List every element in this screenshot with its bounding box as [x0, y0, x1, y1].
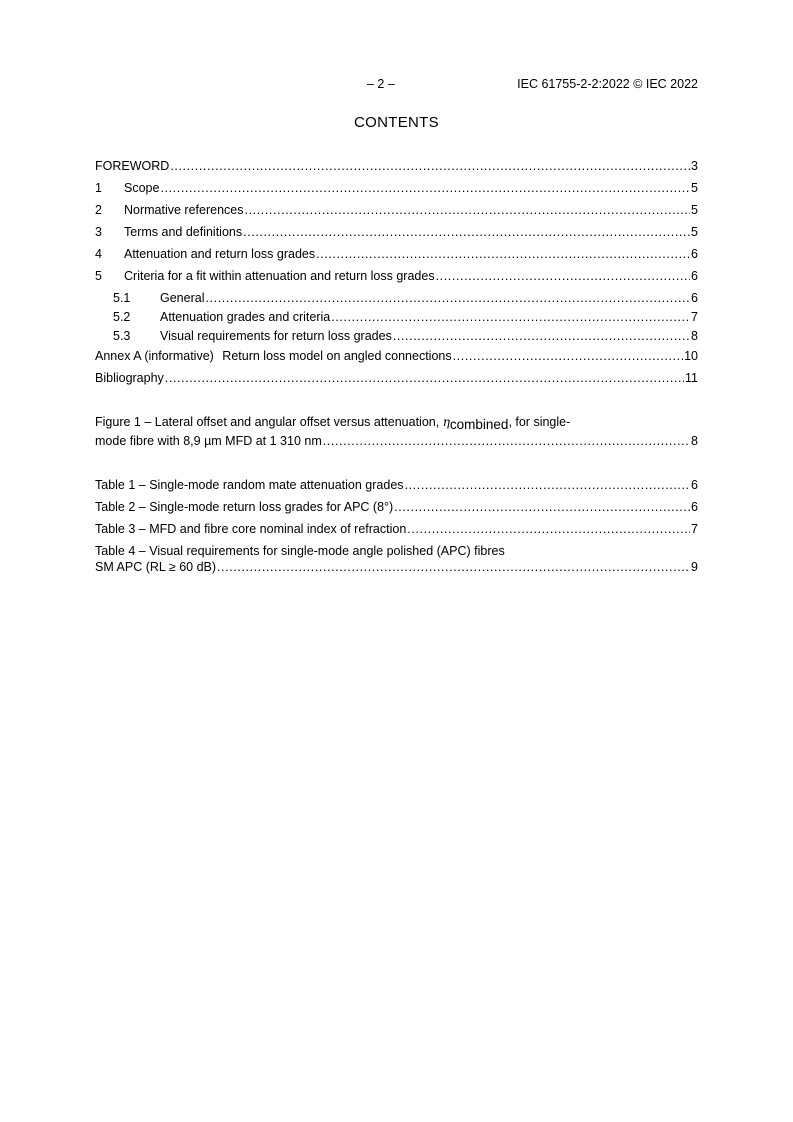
figure-caption-suffix: , for single-: [508, 415, 571, 429]
table-entry-1[interactable]: [95, 477, 698, 493]
toc-entry-attenuation-return-loss-grades[interactable]: [95, 246, 698, 262]
figure-caption-continuation: mode fibre with 8,9 µm MFD at 1 310 nm: [95, 434, 322, 448]
toc-entry-label: FOREWORD: [95, 159, 170, 173]
annex-designation: Annex A (informative): [95, 349, 214, 363]
leader-dots: [436, 268, 690, 284]
toc-entry-label: Normative references: [124, 203, 244, 217]
toc-entry-page: 5: [691, 203, 698, 217]
toc-entry-page: 3: [691, 159, 698, 173]
table-entry-page: 7: [691, 522, 698, 536]
annex-title: Return loss model on angled connections: [222, 349, 452, 363]
leader-dots: [205, 290, 690, 306]
leader-dots: [331, 309, 690, 325]
toc-entry-page: 5: [691, 225, 698, 239]
page-header: [95, 76, 698, 92]
toc-entry-number: 5.3: [113, 329, 131, 343]
leader-dots: [405, 477, 691, 493]
table-entry-4-line-2[interactable]: [95, 559, 698, 575]
leader-dots: [170, 158, 690, 174]
leader-dots: [243, 224, 690, 240]
table-entry-page: 6: [691, 478, 698, 492]
toc-entry-number: 2: [95, 203, 102, 217]
leader-dots: [407, 521, 690, 537]
toc-entry-page: 8: [691, 329, 698, 343]
toc-entry-label: Bibliography: [95, 371, 164, 385]
leader-dots: [316, 246, 690, 262]
toc-entry-number: 5: [95, 269, 102, 283]
toc-entry-page: 7: [691, 310, 698, 324]
eta-symbol: η: [442, 415, 450, 429]
leader-dots: [323, 433, 690, 449]
toc-entry-label: Attenuation grades and criteria: [160, 310, 331, 324]
table-entry-page: 6: [691, 500, 698, 514]
table-entry-4-line-1[interactable]: Table 4 – Visual requirements for single-mode angle polished (APC) fibres: [95, 544, 505, 558]
toc-entry-page: 11: [685, 371, 698, 385]
page-number: – 2 –: [367, 77, 395, 91]
toc-entry-foreword[interactable]: [95, 158, 698, 174]
table-entry-label: SM APC (RL ≥ 60 dB): [95, 560, 217, 574]
table-entry-3[interactable]: [95, 521, 698, 537]
toc-entry-page: 6: [691, 269, 698, 283]
symbol-subscript: combined: [449, 417, 509, 432]
leader-dots: [453, 348, 683, 364]
leader-dots: [165, 370, 684, 386]
toc-entry-number: 4: [95, 247, 102, 261]
toc-entry-bibliography[interactable]: [95, 370, 698, 386]
leader-dots: [217, 559, 690, 575]
toc-entry-page: 6: [691, 247, 698, 261]
toc-entry-page: 5: [691, 181, 698, 195]
table-entry-page: 9: [691, 560, 698, 574]
toc-entry-number: 5.2: [113, 310, 131, 324]
leader-dots: [394, 499, 690, 515]
leader-dots: [160, 180, 690, 196]
leader-dots: [393, 328, 690, 344]
toc-entry-terms-and-definitions[interactable]: [95, 224, 698, 240]
toc-entry-normative-references[interactable]: [95, 202, 698, 218]
leader-dots: [245, 202, 691, 218]
toc-entry-number: 1: [95, 181, 102, 195]
toc-entry-label: Scope: [124, 181, 160, 195]
contents-title: CONTENTS: [354, 114, 439, 131]
toc-entry-label: [95, 348, 452, 364]
table-entry-label: Table 2 – Single-mode return loss grades for APC (8°): [95, 500, 394, 514]
toc-entry-criteria[interactable]: [95, 268, 698, 284]
toc-entry-page: 6: [691, 291, 698, 305]
toc-entry-general[interactable]: [113, 290, 698, 306]
toc-entry-visual-requirements[interactable]: [113, 328, 698, 344]
toc-entry-attenuation-grades-criteria[interactable]: [113, 309, 698, 325]
toc-entry-label: Attenuation and return loss grades: [124, 247, 316, 261]
table-entry-2[interactable]: [95, 499, 698, 515]
table-entry-label: Table 3 – MFD and fibre core nominal index of refraction: [95, 522, 407, 536]
toc-entry-label: General: [160, 291, 205, 305]
toc-entry-number: 5.1: [113, 291, 131, 305]
table-entry-label: Table 1 – Single-mode random mate attenuation grades: [95, 478, 404, 492]
toc-entry-label: Visual requirements for return loss grades: [160, 329, 392, 343]
figure-entry-page: 8: [691, 434, 698, 448]
toc-entry-number: 3: [95, 225, 102, 239]
toc-entry-annex-a[interactable]: [95, 348, 698, 364]
document-id: IEC 61755-2-2:2022 © IEC 2022: [517, 77, 698, 91]
figure-entry-line-2[interactable]: [95, 433, 698, 449]
toc-entry-label: Terms and definitions: [124, 225, 243, 239]
figure-entry-line-1[interactable]: [95, 414, 698, 430]
toc-entry-scope[interactable]: [95, 180, 698, 196]
figure-caption-prefix: Figure 1 – Lateral offset and angular offset versus attenuation,: [95, 415, 443, 429]
toc-entry-label: Criteria for a fit within attenuation and return loss grades: [124, 269, 435, 283]
toc-entry-page: 10: [684, 349, 698, 363]
